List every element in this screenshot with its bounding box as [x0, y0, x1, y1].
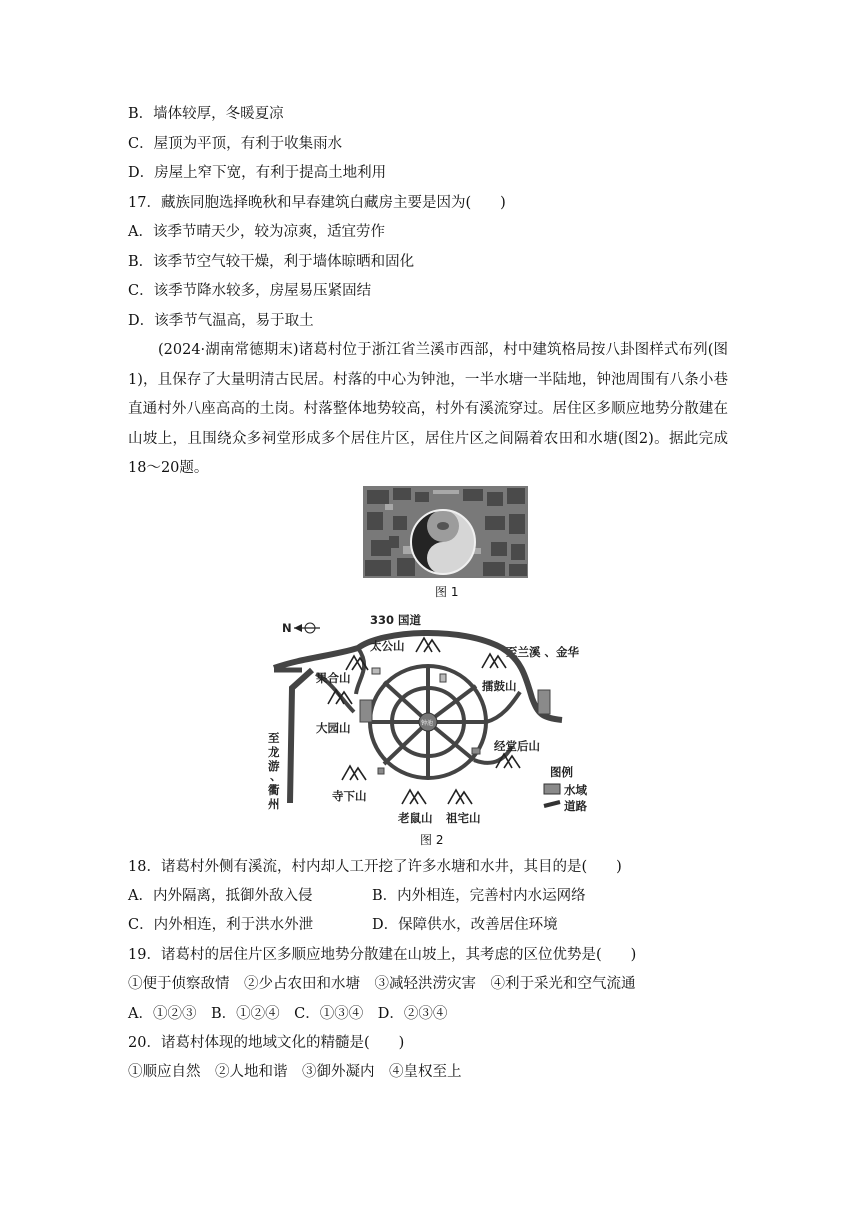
- option-d-17: D．该季节气温高，易于取土: [128, 313, 314, 329]
- svg-text:州: 州: [268, 797, 280, 811]
- question-18-stem: 18．诸葛村外侧有溪流，村内却人工开挖了许多水塘和水井，其目的是( ): [128, 859, 622, 875]
- option-b-16: B．墙体较厚，冬暖夏凉: [128, 106, 284, 122]
- svg-text:衢: 衢: [268, 783, 280, 797]
- village-aerial-photo: [363, 486, 528, 578]
- to-lanxi-label: 至兰溪 、金华: [506, 645, 580, 659]
- question-20-stem: 20．诸葛村体现的地域文化的精髓是( ): [128, 1035, 405, 1051]
- north-arrow-icon: [294, 623, 320, 633]
- svg-text:、: 、: [270, 769, 282, 783]
- taigong-label: 太公山: [370, 639, 405, 653]
- to-longyou-label: [268, 731, 282, 811]
- north-label: N: [282, 621, 292, 635]
- question-19-options: A．①②③ B．①②④ C．①③④ D．②③④: [128, 1006, 448, 1022]
- question-17-stem: 17．藏族同胞选择晚秋和早春建筑白藏房主要是因为( ): [128, 195, 506, 211]
- map-legend: [544, 765, 587, 813]
- road-330-label: 330 国道: [370, 613, 422, 627]
- figure-2-caption: 图 2: [420, 833, 444, 847]
- sixia-label: 寺下山: [332, 789, 367, 803]
- svg-text:道路: 道路: [564, 799, 587, 813]
- jingtang-label: 经堂后山: [494, 739, 540, 753]
- option-b-17: B．该季节空气较干燥，利于墙体晾晒和固化: [128, 254, 415, 270]
- question-18-options-row1: [128, 886, 586, 906]
- option-a-18: A．内外隔离，抵御外敌入侵: [128, 888, 313, 904]
- svg-text:图例: 图例: [550, 765, 573, 779]
- legend-water-swatch: [544, 784, 560, 794]
- question-19-stem: 19．诸葛村的居住片区多顺应地势分散建在山坡上，其考虑的区位优势是( ): [128, 947, 637, 963]
- center-label: 钟池: [421, 720, 434, 727]
- question-19-items: ①便于侦察敌情 ②少占农田和水塘 ③减轻洪涝灾害 ④利于采光和空气流通: [128, 976, 636, 992]
- option-b-18: B．内外相连，完善村内水运网络: [372, 888, 586, 904]
- figure-1-caption: 图 1: [435, 585, 459, 599]
- svg-text:水域: 水域: [564, 783, 587, 797]
- svg-text:游: 游: [268, 759, 280, 773]
- option-d-18: D．保障供水，改善居住环境: [372, 917, 558, 933]
- road-longyou: [290, 670, 312, 803]
- zuzhai-label: 祖宅山: [446, 811, 481, 825]
- legend-road-swatch: [544, 802, 560, 806]
- option-a-17: A．该季节晴天少，较为凉爽，适宜劳作: [128, 224, 385, 240]
- svg-text:至: 至: [268, 731, 280, 745]
- option-c-17: C．该季节降水较多，房屋易压紧固结: [128, 283, 372, 299]
- dayuan-label: 大园山: [316, 721, 351, 735]
- guohe-label: 果合山: [316, 671, 351, 685]
- option-c-16: C．屋顶为平顶，有利于收集雨水: [128, 136, 343, 152]
- option-c-18: C．内外相连，利于洪水外泄: [128, 917, 314, 933]
- question-18-options-row2: [128, 915, 558, 935]
- passage: (2024·湖南常德期末)诸葛村位于浙江省兰溪市西部，村中建筑格局按八卦图样式布列(图1)，且保存了大量明清古民居。村落的中心为钟池，一半水塘一半陆地，钟池周围有八条小巷直通村外八座高高的土岗。村落整体地势较高，村外有溪流穿过。居住区多顺应地势分散建在山坡上，且围绕众多祠堂形成多个居住片区，居住片区之间隔着农田和水塘(图2)。据此完成18～20题。: [128, 342, 728, 477]
- svg-text:龙: 龙: [268, 745, 280, 759]
- leigu-label: 擂鼓山: [482, 679, 517, 693]
- option-d-16: D．房屋上窄下宽，有利于提高土地利用: [128, 165, 387, 181]
- question-20-items: ①顺应自然 ②人地和谐 ③御外凝内 ④皇权至上: [128, 1064, 462, 1080]
- laoshu-label: 老鼠山: [398, 811, 433, 825]
- village-map: [262, 608, 602, 830]
